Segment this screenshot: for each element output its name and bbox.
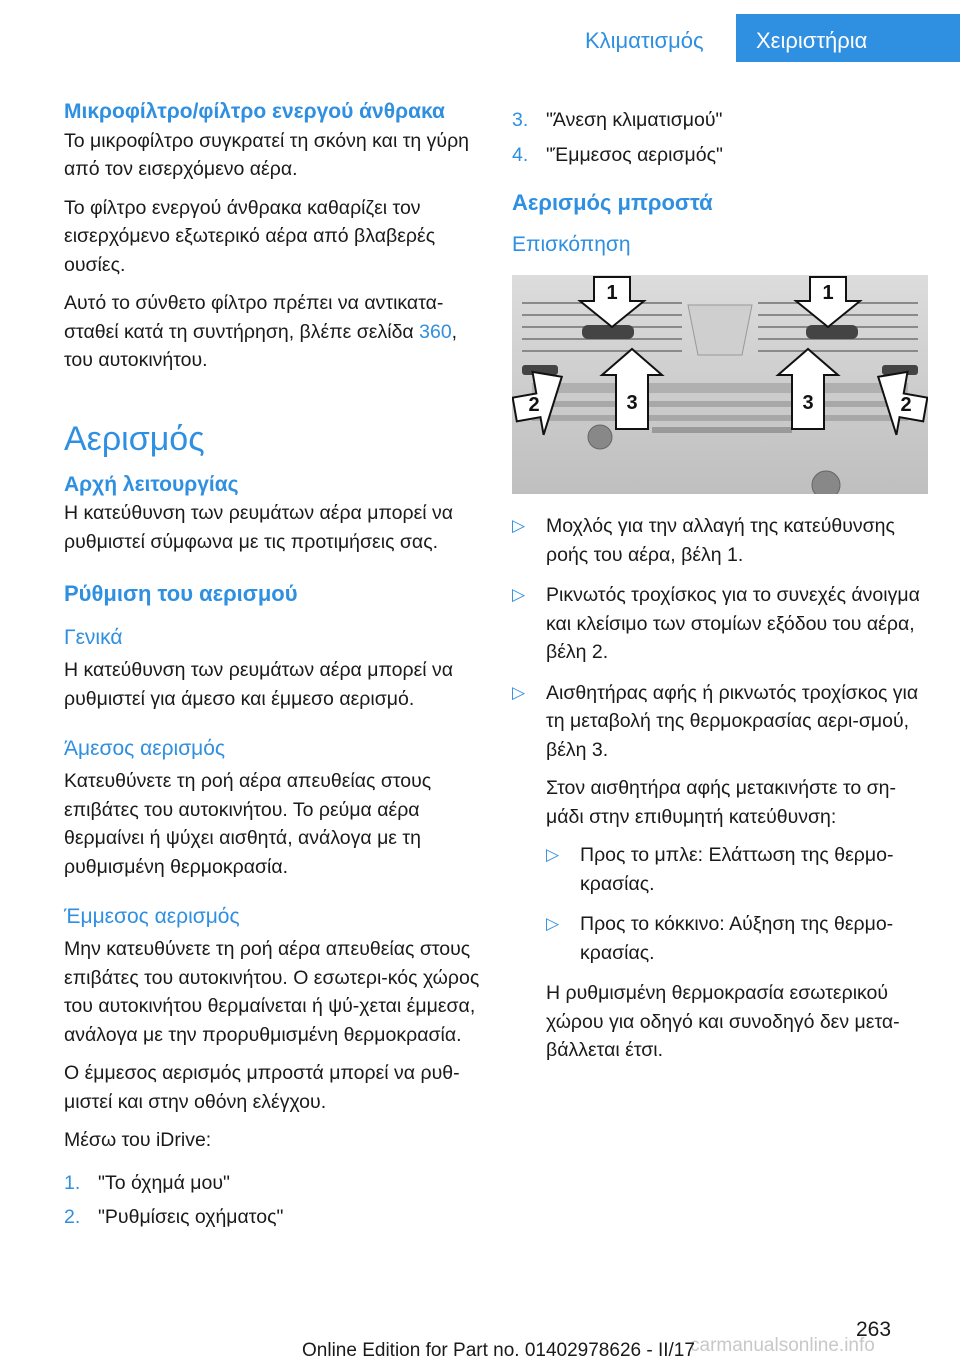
step-item (64, 1169, 484, 1198)
vent-lever-right (806, 325, 858, 339)
indirect-p1: Μην κατευθύνετε τη ροή αέρα απευθείας στους επιβάτες του αυτοκινήτου. Ο εσωτερι‐κός χώρος του αυτοκινήτου θερμαίνεται ή ψύ‐χεται έμμεσα, ανάλογα με την προρυθμισμένη θερμοκρασία. (64, 938, 480, 1046)
indirect-p2: Ο έμμεσος αερισμός μπροστά μπορεί να ρυθ‐μιστεί και στην οθόνη ελέγχου. (64, 1062, 460, 1113)
controls-list (512, 512, 928, 1065)
microfilter-p2: Το φίλτρο ενεργού άνθρακα καθαρίζει τον εισερχόμενο εξωτερικό αέρα από βλαβερές ουσίες. (64, 196, 436, 276)
step-item (512, 141, 928, 170)
sub-list-item-text: Προς το μπλε: Ελάττωση της θερμο‐κρασίας. (580, 844, 894, 895)
hazard-button (688, 305, 752, 355)
step-item (512, 106, 928, 135)
arrow-1-left-label: 1 (606, 282, 618, 304)
direct-p: Κατευθύνετε τη ροή αέρα απευθείας στους επιβάτες του αυτοκινήτου. Το ρεύμα αέρα θερμαίνει ή ψύχει αισθητά, ανάλογα με τη ρυθμισμένη θερμοκρασία. (64, 770, 432, 878)
microfilter-p1: Το μικροφίλτρο συγκρατεί τη σκόνη και τη γύρη από τον εισερχόμενο αέρα. (64, 129, 470, 180)
principle-title: Αρχή λειτουργίας (64, 472, 239, 496)
sub-list-item (546, 910, 928, 967)
step-number: 2. (64, 1206, 81, 1228)
arrow-3-right-label: 3 (802, 392, 814, 414)
triangle-bullet-icon: ▷ (512, 585, 526, 604)
vent-illustration (512, 275, 928, 494)
steps-list-left (64, 1169, 484, 1232)
step-text: "Άνεση κλιματισμού" (546, 109, 723, 131)
microfilter-p3-text-end: , του αυτοκινήτου. (64, 320, 458, 371)
triangle-bullet-icon: ▷ (512, 682, 526, 702)
list-item (512, 581, 928, 667)
adjust-title: Ρύθμιση του αερισμού (64, 581, 298, 606)
cd-slot (652, 427, 792, 433)
trim-strip (532, 383, 908, 393)
arrow-1-right-label: 1 (822, 282, 834, 304)
arrow-2-right-label: 2 (900, 394, 912, 416)
sub-list-item-text: Προς το κόκκινο: Αύξηση της θερμο‐κρασίας. (580, 913, 894, 964)
radio-panel-line (532, 415, 908, 421)
microfilter-title: Μικροφίλτρο/φίλτρο ενεργού άνθρακα (64, 100, 445, 123)
triangle-bullet-icon: ▷ (546, 845, 560, 864)
steps-list-right (512, 106, 928, 169)
touch-sensor-p: Στον αισθητήρα αφής μετακινήστε το ση‐μάδι στην επιθυμητή κατεύθυνση: (546, 777, 897, 828)
edition-footer: Online Edition for Part no. 01402978626 - II/17 (302, 1340, 695, 1361)
step-number: 3. (512, 109, 529, 131)
step-text: "Ρυθμίσεις οχήματος" (98, 1206, 284, 1228)
step-number: 4. (512, 143, 529, 166)
front-ventilation-title: Αερισμός μπροστά (512, 190, 713, 215)
direct-title: Άμεσος αερισμός (64, 737, 226, 760)
principle-p: Η κατεύθυνση των ρευμάτων αέρα μπορεί να ρυθμιστεί σύμφωνα με τις προτιμήσεις σας. (64, 502, 454, 553)
general-p: Η κατεύθυνση των ρευμάτων αέρα μπορεί να ρυθμιστεί για άμεσο και έμμεσο αερισμό. (64, 659, 454, 710)
volume-knob (588, 425, 612, 449)
watermark: carmanualsonline.info (690, 1335, 875, 1356)
header-chapter-tab (736, 14, 960, 62)
step-text: "Το όχημά μου" (98, 1171, 230, 1194)
control-knob (812, 471, 840, 494)
arrow-2-left-label: 2 (528, 394, 540, 416)
list-item-text: Αισθητήρας αφής ή ρικνωτός τροχίσκος για τη μεταβολή της θερμοκρασίας αερι‐σμού, βέλη 3. (546, 681, 919, 761)
triangle-bullet-icon: ▷ (512, 516, 526, 535)
sub-list-item (546, 841, 928, 898)
microfilter-p3-text: Αυτό το σύνθετο φίλτρο πρέπει να αντικατα‐σταθεί κατά τη συντήρηση, βλέπε σελίδα (64, 292, 444, 343)
list-item-text: Μοχλός για την αλλαγή της κατεύθυνσης ροής του αέρα, βέλη 1. (546, 515, 895, 566)
header-section: Κλιματισμός (585, 28, 704, 53)
arrow-3-left-label: 3 (626, 392, 638, 414)
triangle-bullet-icon: ▷ (546, 914, 560, 933)
indirect-title: Έμμεσος αερισμός (64, 905, 240, 928)
idrive-p: Μέσω του iDrive: (64, 1129, 212, 1151)
step-number: 1. (64, 1171, 81, 1194)
general-title: Γενικά (64, 626, 123, 649)
page-number: 263 (856, 1318, 892, 1341)
page-360-link[interactable]: 360 (419, 320, 452, 343)
ventilation-title: Αερισμός (64, 419, 205, 458)
list-item-text: Ρικνωτός τροχίσκος για το συνεχές άνοιγμα και κλείσιμο των στομίων εξόδου του αέρα, βέλη 2. (546, 584, 920, 663)
microfilter-p3 (64, 289, 484, 375)
overview-title: Επισκόπηση (512, 233, 631, 256)
right-column (512, 106, 928, 1077)
note-p: Η ρυθμισμένη θερμοκρασία εσωτερικού χώρου για οδηγό και συνοδηγό δεν μετα‐βάλλεται έτσι. (546, 982, 900, 1061)
radio-panel-line (532, 401, 908, 407)
vent-lever-left (582, 325, 634, 339)
list-item (512, 679, 928, 1065)
step-text: "Έμμεσος αερισμός" (546, 143, 723, 166)
header-chapter: Χειριστήρια (756, 28, 868, 53)
step-item (64, 1203, 484, 1232)
touch-sub-list (546, 841, 928, 967)
list-item (512, 512, 928, 569)
page-header (0, 0, 960, 62)
left-column (64, 98, 484, 1238)
